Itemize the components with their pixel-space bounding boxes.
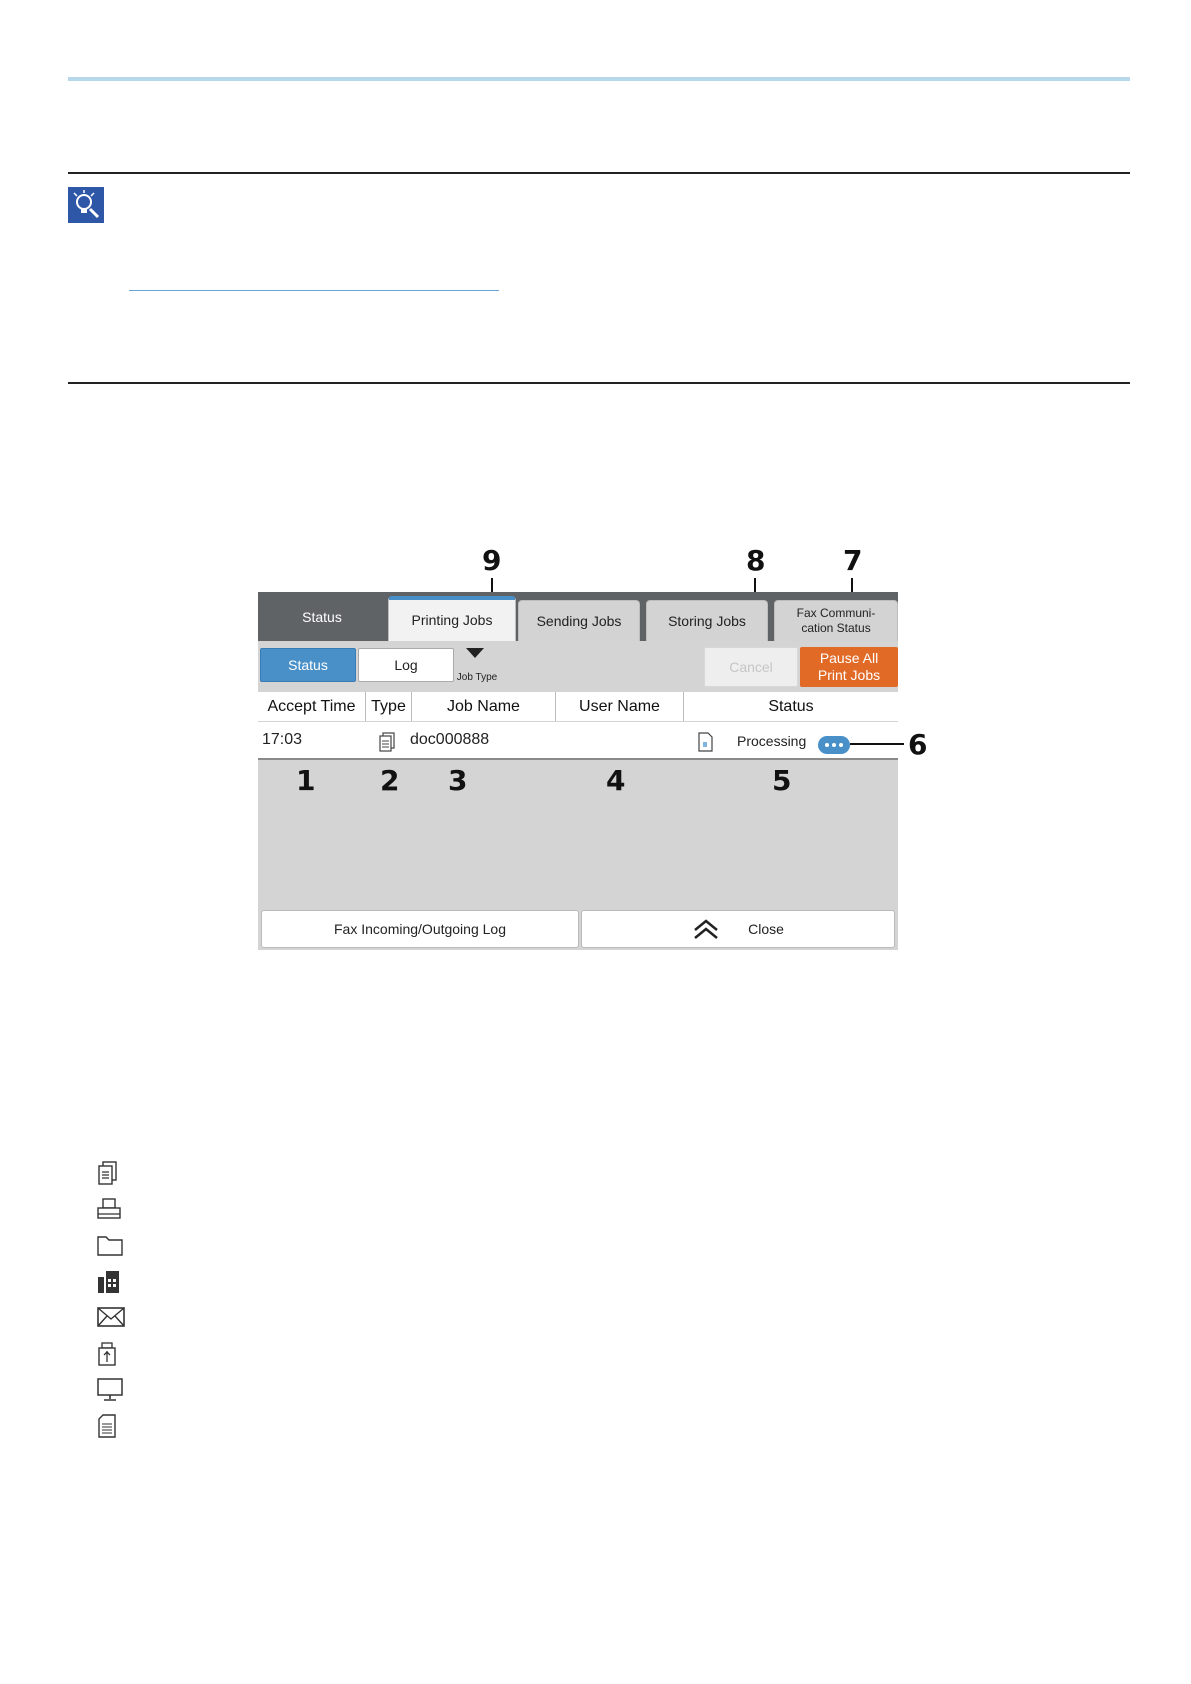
callout-3: 3: [448, 764, 468, 797]
callout-6-line: [850, 743, 904, 745]
column-type[interactable]: Type: [366, 692, 412, 721]
fax-log-button[interactable]: Fax Incoming/Outgoing Log: [261, 910, 579, 948]
pause-label-line1: Pause All: [819, 650, 879, 666]
status-button[interactable]: Status: [260, 648, 356, 682]
job-table-header: [258, 692, 898, 721]
tab-sending-jobs[interactable]: Sending Jobs: [518, 600, 640, 641]
note-top-rule: [68, 172, 1130, 174]
tab-printing-jobs[interactable]: Printing Jobs: [388, 596, 516, 641]
header-rule: [68, 77, 1130, 81]
callout-4: 4: [606, 764, 626, 797]
document-status-icon: [696, 732, 714, 757]
usb-icon: [96, 1341, 124, 1369]
double-chevron-up-icon: [692, 918, 720, 940]
pause-all-print-jobs-button[interactable]: [800, 647, 898, 687]
callout-7: 7: [843, 544, 863, 577]
callout-1: 1: [296, 764, 316, 797]
job-type-label[interactable]: Job Type: [456, 672, 498, 683]
row-accept-time: 17:03: [262, 731, 303, 748]
printer-icon: [96, 1197, 124, 1225]
tab-status[interactable]: Status: [302, 608, 342, 625]
callout-2: 2: [380, 764, 400, 797]
column-job-name[interactable]: Job Name: [412, 692, 556, 721]
note-bottom-rule: [68, 382, 1130, 384]
pc-icon: [96, 1377, 124, 1405]
email-icon: [96, 1306, 124, 1334]
hint-lightbulb-icon: [68, 187, 104, 223]
copy-icon: [378, 732, 396, 757]
job-type-filter-icon[interactable]: [466, 648, 484, 658]
row-job-name: doc000888: [410, 731, 490, 748]
tab-fax-label-line1: Fax Communi-: [796, 606, 876, 620]
tab-fax-label-line2: cation Status: [801, 621, 871, 635]
fax-icon: [96, 1269, 124, 1297]
callout-5: 5: [772, 764, 792, 797]
row-status: Processing: [737, 733, 807, 749]
job-status-screen: [258, 592, 898, 950]
table-row[interactable]: [258, 722, 898, 760]
close-button[interactable]: [581, 910, 895, 948]
copy-icon: [96, 1160, 124, 1188]
report-icon: [96, 1413, 124, 1441]
close-label: Close: [748, 921, 784, 937]
more-options-icon[interactable]: [818, 736, 850, 754]
callout-6: 6: [908, 728, 928, 761]
folder-icon: [96, 1233, 124, 1261]
tab-fax-communication-status[interactable]: [774, 600, 898, 641]
column-status[interactable]: Status: [768, 697, 814, 715]
log-button[interactable]: Log: [358, 648, 454, 682]
reference-link-underline[interactable]: [129, 290, 499, 291]
pause-label-line2: Print Jobs: [817, 667, 881, 683]
tab-storing-jobs[interactable]: Storing Jobs: [646, 600, 768, 641]
cancel-button[interactable]: Cancel: [704, 647, 798, 687]
tab-bar: [258, 592, 898, 641]
callout-9: 9: [482, 544, 502, 577]
callout-8: 8: [746, 544, 766, 577]
column-user-name[interactable]: User Name: [556, 692, 684, 721]
column-accept-time[interactable]: Accept Time: [258, 692, 366, 721]
